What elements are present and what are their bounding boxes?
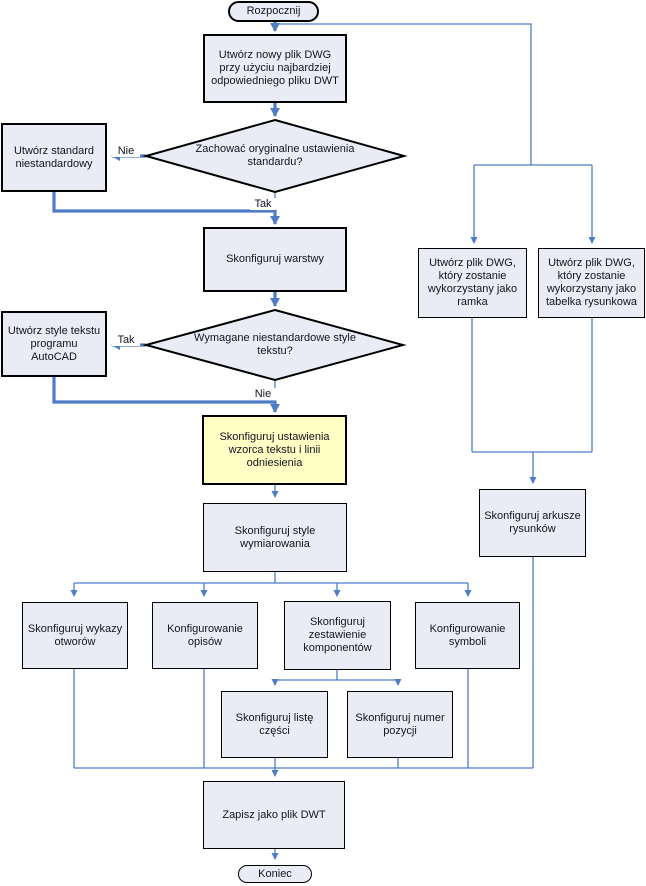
save-dwt-step: Zapisz jako plik DWT — [203, 781, 345, 849]
create-dwg-border-step: Utwórz plik DWG, który zostanie wykorzystany jako ramka — [418, 248, 527, 318]
configure-sheets-step: Skonfiguruj arkusze rysunków — [479, 489, 586, 557]
decision-standard-label: Zachować oryginalne ustawienia standardu? — [195, 143, 355, 168]
edge-label-no-1: Nie — [112, 145, 140, 157]
create-dwg-titleblock-step: Utwórz plik DWG, który zostanie wykorzystany jako tabelka rysunkowa — [538, 248, 645, 318]
end-terminal: Koniec — [238, 865, 312, 883]
connector-dwgborder-merge — [472, 318, 592, 452]
connector-componentlist-branch — [275, 670, 398, 680]
configure-dim-styles-step: Skonfiguruj style wymiarowania — [203, 503, 347, 572]
configure-hole-charts-step: Skonfiguruj wykazy otworów — [22, 602, 128, 669]
create-text-styles-step: Utwórz style tekstu programu AutoCAD — [1, 311, 107, 377]
configure-parts-list-step: Skonfiguruj listę części — [221, 691, 328, 758]
configure-layers-step: Skonfiguruj warstwy — [203, 227, 347, 292]
configure-text-leader-step: Skonfiguruj ustawienia wzorca tekstu i linii odniesienia — [202, 415, 347, 485]
connector-customstandard-join — [54, 192, 275, 224]
custom-standard-step: Utwórz standard niestandardowy — [1, 123, 107, 192]
connector-dimstyles-branch — [74, 572, 468, 583]
start-terminal: Rozpocznij — [228, 1, 319, 22]
connector-textstyles-join — [54, 377, 275, 412]
edge-label-yes-2: Tak — [112, 334, 140, 346]
create-dwg-step: Utwórz nowy plik DWG przy użyciu najbardziej odpowiedniego pliku DWT — [203, 34, 347, 103]
edge-label-yes-1: Tak — [250, 198, 276, 210]
configure-component-list-step: Skonfiguruj zestawienie komponentów — [284, 601, 391, 670]
decision-text-styles-label: Wymagane niestandardowe style tekstu? — [194, 332, 356, 357]
edge-label-no-2: Nie — [250, 388, 276, 400]
configure-notes-step: Konfigurowanie opisów — [152, 602, 258, 669]
configure-balloon-step: Skonfiguruj numer pozycji — [347, 691, 453, 758]
configure-symbols-step: Konfigurowanie symboli — [415, 602, 520, 669]
